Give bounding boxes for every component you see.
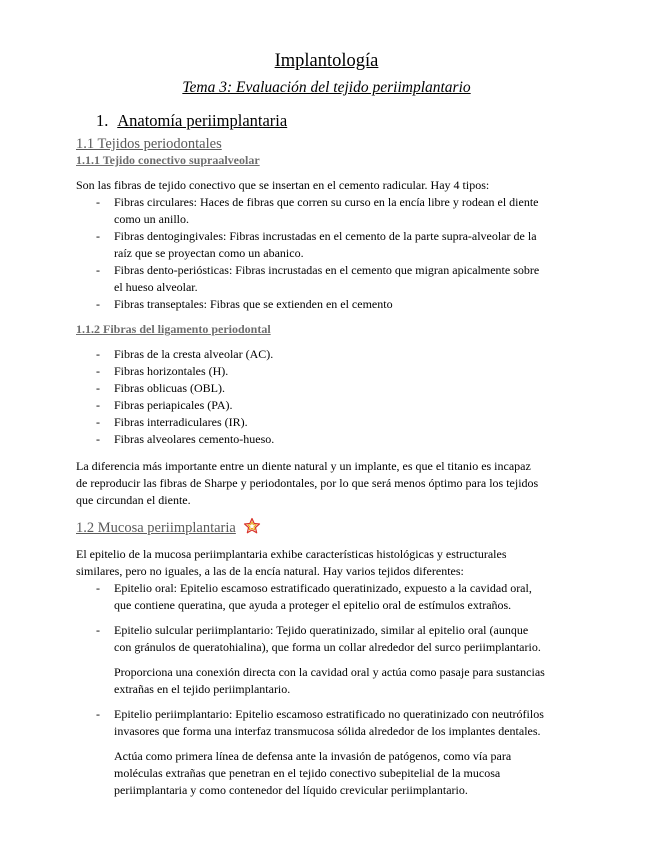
bullet-dash: - <box>96 398 100 412</box>
star-icon-svg <box>243 517 261 535</box>
paragraph-intro-fibras: Son las fibras de tejido conectivo que se insertan en el cemento radicular. Hay 4 tipos: <box>76 178 490 192</box>
list-line: Fibras circulares: Haces de fibras que corren su curso en la encía libre y rodean el diente <box>114 195 539 209</box>
paragraph-line: de reproducir las fibras de Sharpe y periodontales, por lo que será menos óptimo para los tejidos <box>76 476 539 490</box>
list-item <box>76 397 577 414</box>
list-item <box>76 262 577 296</box>
bullet-dash: - <box>96 195 100 209</box>
list-line: Fibras oblicuas (OBL). <box>114 381 225 395</box>
list-line: que contiene queratina, que ayuda a proteger el epitelio oral de estímulos extraños. <box>114 598 512 612</box>
bullet-dash: - <box>96 263 100 277</box>
list-line: Epitelio oral: Epitelio escamoso estratificado queratinizado, expuesto a la cavidad oral, <box>114 581 532 595</box>
bullet-dash: - <box>96 707 100 721</box>
paragraph-line: Actúa como primera línea de defensa ante la invasión de patógenos, como vía para <box>114 749 512 763</box>
paragraph-line: moléculas extrañas que penetran en el tejido conectivo subepitelial de la mucosa <box>114 766 501 780</box>
list-item <box>76 380 577 397</box>
list-line: Fibras periapicales (PA). <box>114 398 233 412</box>
heading-section-1-1-1: 1.1.1 Tejido conectivo supraalveolar <box>76 153 260 167</box>
bullet-dash: - <box>96 347 100 361</box>
list-line: Fibras dentogingivales: Fibras incrustadas en el cemento de la parte supra-alveolar de la <box>114 229 537 243</box>
list-line: Fibras dento-periósticas: Fibras incrustadas en el cemento que migran apicalmente sobre <box>114 263 540 277</box>
heading-section-1-1 <box>76 135 577 153</box>
list-item <box>76 706 577 740</box>
heading-text: 1.1 Tejidos periodontales <box>76 136 222 152</box>
paragraph-line: extrañas en el tejido periimplantario. <box>114 682 291 696</box>
list-item <box>76 194 577 228</box>
heading-number: 1. <box>96 111 109 130</box>
list-line: Fibras de la cresta alveolar (AC). <box>114 347 274 361</box>
list-line: Epitelio periimplantario: Epitelio escamoso estratificado no queratinizado con neutrófilos <box>114 707 544 721</box>
document-subtitle: Tema 3: Evaluación del tejido periimplantario <box>182 79 471 96</box>
heading-text: Anatomía periimplantaria <box>117 111 288 130</box>
list-line: como un anillo. <box>114 212 189 226</box>
list-item <box>76 346 577 363</box>
list-line: invasores que forma una interfaz transmucosa sólida alrededor de los implantes dentales. <box>114 724 541 738</box>
list-tejidos-mucosa <box>76 580 577 656</box>
paragraph-line: Proporciona una conexión directa con la cavidad oral y actúa como pasaje para sustancias <box>114 665 545 679</box>
bullet-dash: - <box>96 364 100 378</box>
list-line: el hueso alveolar. <box>114 280 198 294</box>
paragraph-periimplantario-extra <box>76 748 577 799</box>
paragraph-mucosa-intro <box>76 546 577 580</box>
list-line: Fibras transeptales: Fibras que se extienden en el cemento <box>114 297 393 311</box>
heading-section-1 <box>96 110 577 131</box>
list-item <box>76 296 577 313</box>
heading-text: 1.2 Mucosa periimplantaria <box>76 520 236 536</box>
list-item <box>76 622 577 656</box>
bullet-dash: - <box>96 229 100 243</box>
list-fibras-supraalveolar <box>76 194 577 313</box>
list-line: Fibras alveolares cemento-hueso. <box>114 432 275 446</box>
list-fibras-ligamento <box>76 346 577 448</box>
list-line: Fibras horizontales (H). <box>114 364 229 378</box>
list-line: Fibras interradiculares (IR). <box>114 415 248 429</box>
star-icon <box>243 517 261 540</box>
list-line: Epitelio sulcular periimplantario: Tejido queratinizado, similar al epitelio oral (aunque <box>114 623 529 637</box>
paragraph-line: similares, pero no iguales, a las de la encía natural. Hay varios tejidos diferentes: <box>76 564 464 578</box>
paragraph-line: El epitelio de la mucosa periimplantaria exhibe características histológicas y estructurales <box>76 547 507 561</box>
list-item <box>76 228 577 262</box>
paragraph-diferencia <box>76 458 577 509</box>
list-line: raíz que se proyectan como un abanico. <box>114 246 304 260</box>
heading-section-1-2 <box>76 517 577 540</box>
list-item <box>76 414 577 431</box>
bullet-dash: - <box>96 297 100 311</box>
bullet-dash: - <box>96 415 100 429</box>
paragraph-line: periimplantaria y como contenedor del líquido crevicular periimplantario. <box>114 783 468 797</box>
list-item <box>76 363 577 380</box>
bullet-dash: - <box>96 623 100 637</box>
list-item <box>76 580 577 614</box>
bullet-dash: - <box>96 432 100 446</box>
list-item <box>76 431 577 448</box>
bullet-dash: - <box>96 581 100 595</box>
list-tejidos-mucosa-cont <box>76 706 577 740</box>
list-line: con gránulos de queratohialina), que forma un collar alrededor del surco periimplantario. <box>114 640 541 654</box>
heading-section-1-1-2: 1.1.2 Fibras del ligamento periodontal <box>76 322 271 336</box>
paragraph-sulcular-extra <box>76 664 577 698</box>
paragraph-line: La diferencia más importante entre un diente natural y un implante, es que el titanio es incapaz <box>76 459 531 473</box>
document-title: Implantología <box>274 51 379 71</box>
bullet-dash: - <box>96 381 100 395</box>
paragraph-line: que circundan el diente. <box>76 493 191 507</box>
